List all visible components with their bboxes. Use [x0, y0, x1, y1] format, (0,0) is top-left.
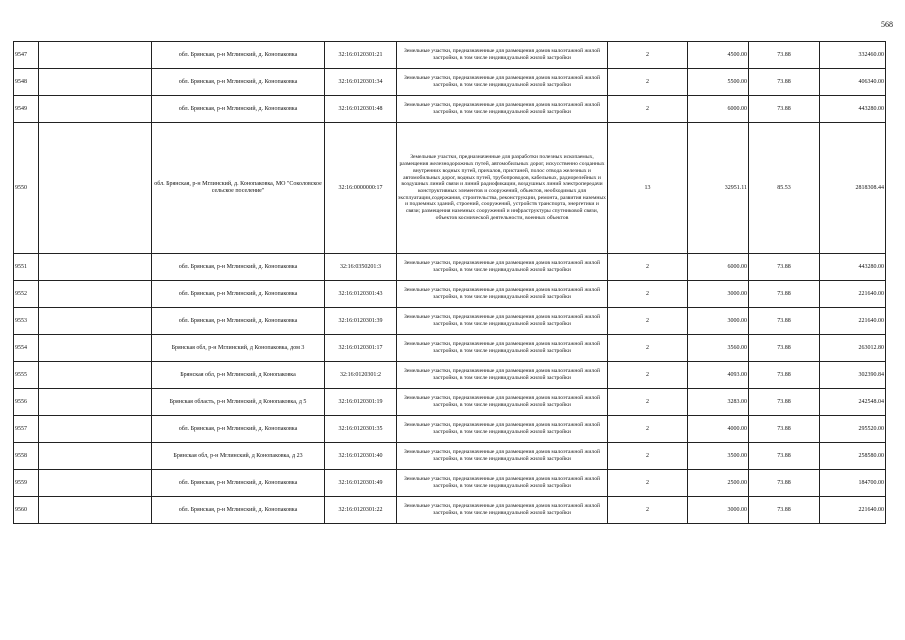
group-cell: 2: [608, 443, 688, 470]
table-row: [14, 416, 886, 443]
table-row: [14, 362, 886, 389]
group-cell: 2: [608, 281, 688, 308]
unit-value-cell: 73.88: [749, 281, 820, 308]
address-cell: Брянская обл, р-н Мглинский, д Конопаковка, д 23: [152, 443, 325, 470]
unit-value-cell: 73.88: [749, 362, 820, 389]
group-cell: 2: [608, 362, 688, 389]
address-cell: обл. Брянская, р-н Мглинский, д. Конопаковка: [152, 416, 325, 443]
empty-cell: [39, 497, 152, 524]
area-cell: 3560.00: [688, 335, 749, 362]
area-cell: 3500.00: [688, 443, 749, 470]
table-row: [14, 42, 886, 69]
group-cell: 13: [608, 123, 688, 254]
empty-cell: [39, 42, 152, 69]
cadastral-number-cell: 32:16:0120301:40: [325, 443, 397, 470]
group-cell: 2: [608, 497, 688, 524]
row-number: 9547: [14, 42, 39, 69]
empty-cell: [39, 470, 152, 497]
land-use-cell: Земельные участки, предназначенные для размещения домов малоэтажной жилой застройки, в том числе индивидуальной жилой застройки: [397, 335, 608, 362]
cadastral-value-cell: 332460.00: [820, 42, 886, 69]
address-cell: Брянская область, р-н Мглинский, д Конопаковка, д 5: [152, 389, 325, 416]
cadastral-number-cell: 32:16:0120301:22: [325, 497, 397, 524]
land-use-cell: Земельные участки, предназначенные для размещения домов малоэтажной жилой застройки, в том числе индивидуальной жилой застройки: [397, 362, 608, 389]
cadastral-number-cell: 32:16:0120301:43: [325, 281, 397, 308]
group-cell: 2: [608, 254, 688, 281]
unit-value-cell: 73.88: [749, 69, 820, 96]
unit-value-cell: 73.88: [749, 96, 820, 123]
land-use-cell: Земельные участки, предназначенные для размещения домов малоэтажной жилой застройки, в том числе индивидуальной жилой застройки: [397, 281, 608, 308]
land-use-cell: Земельные участки, предназначенные для размещения домов малоэтажной жилой застройки, в том числе индивидуальной жилой застройки: [397, 308, 608, 335]
address-cell: обл. Брянская, р-н Мглинский, д. Конопаковка: [152, 470, 325, 497]
empty-cell: [39, 123, 152, 254]
cadastral-number-cell: 32:16:0120301:21: [325, 42, 397, 69]
area-cell: 6000.00: [688, 96, 749, 123]
table-row: [14, 123, 886, 254]
table-row: [14, 281, 886, 308]
unit-value-cell: 73.88: [749, 497, 820, 524]
cadastral-value-cell: 295520.00: [820, 416, 886, 443]
group-cell: 2: [608, 96, 688, 123]
row-number: 9550: [14, 123, 39, 254]
cadastral-value-cell: 184700.00: [820, 470, 886, 497]
unit-value-cell: 73.88: [749, 42, 820, 69]
cadastral-value-cell: 443280.00: [820, 254, 886, 281]
group-cell: 2: [608, 308, 688, 335]
cadastral-number-cell: 32:16:0120301:17: [325, 335, 397, 362]
cadastral-number-cell: 32:16:0120301:2: [325, 362, 397, 389]
cadastral-number-cell: 32:16:0120301:39: [325, 308, 397, 335]
land-use-cell: Земельные участки, предназначенные для размещения домов малоэтажной жилой застройки, в том числе индивидуальной жилой застройки: [397, 497, 608, 524]
group-cell: 2: [608, 335, 688, 362]
area-cell: 3000.00: [688, 497, 749, 524]
row-number: 9553: [14, 308, 39, 335]
group-cell: 2: [608, 470, 688, 497]
empty-cell: [39, 96, 152, 123]
cadastral-value-cell: 263012.80: [820, 335, 886, 362]
land-use-cell: Земельные участки, предназначенные для размещения домов малоэтажной жилой застройки, в том числе индивидуальной жилой застройки: [397, 470, 608, 497]
cadastral-value-cell: 221640.00: [820, 497, 886, 524]
table-row: [14, 497, 886, 524]
unit-value-cell: 73.88: [749, 308, 820, 335]
cadastral-number-cell: 32:16:0120301:49: [325, 470, 397, 497]
row-number: 9557: [14, 416, 39, 443]
cadastral-value-cell: 406340.00: [820, 69, 886, 96]
cadastral-value-cell: 221640.00: [820, 281, 886, 308]
row-number: 9552: [14, 281, 39, 308]
empty-cell: [39, 308, 152, 335]
address-cell: обл. Брянская, р-н Мглинский, д. Конопаковка: [152, 281, 325, 308]
row-number: 9549: [14, 96, 39, 123]
row-number: 9551: [14, 254, 39, 281]
table-row: [14, 308, 886, 335]
table-row: [14, 254, 886, 281]
land-use-cell: Земельные участки, предназначенные для размещения домов малоэтажной жилой застройки, в том числе индивидуальной жилой застройки: [397, 443, 608, 470]
cadastral-number-cell: 32:16:0120301:48: [325, 96, 397, 123]
unit-value-cell: 73.88: [749, 389, 820, 416]
unit-value-cell: 73.88: [749, 254, 820, 281]
group-cell: 2: [608, 389, 688, 416]
page-number: 568: [881, 20, 893, 29]
area-cell: 5500.00: [688, 69, 749, 96]
cadastral-number-cell: 32:16:0120301:34: [325, 69, 397, 96]
group-cell: 2: [608, 42, 688, 69]
address-cell: Брянская обл, р-н Мглинский, д Конопаковка: [152, 362, 325, 389]
address-cell: обл. Брянская, р-н Мглинский, д. Конопаковка: [152, 96, 325, 123]
area-cell: 4000.00: [688, 416, 749, 443]
land-use-cell: Земельные участки, предназначенные для размещения домов малоэтажной жилой застройки, в том числе индивидуальной жилой застройки: [397, 96, 608, 123]
area-cell: 3000.00: [688, 308, 749, 335]
land-use-cell: Земельные участки, предназначенные для размещения домов малоэтажной жилой застройки, в том числе индивидуальной жилой застройки: [397, 69, 608, 96]
empty-cell: [39, 335, 152, 362]
table-row: [14, 470, 886, 497]
address-cell: обл. Брянская, р-н Мглинский, д. Конопаковка: [152, 254, 325, 281]
table-row: [14, 69, 886, 96]
empty-cell: [39, 416, 152, 443]
unit-value-cell: 85.53: [749, 123, 820, 254]
land-use-cell: Земельные участки, предназначенные для разработки полезных ископаемых, размещения железнодорожных путей, автомобильных дорог, искусственно созданных внутренних водных путей, причалов, пристаней, полос отвода железных и автомобильных дорог, водных путей, трубопроводов, кабельных, радиорелейных и воздушных линий связи и линий радиофикации, воздушных линий электропередачи конструктивных элементов и сооружений, объектов, необходимых для эксплуатации,содержания, строительства, реконструкции, ремонта, развития наземных и подземных зданий, строений, сооружений, устройств транспорта, энергетики и связи; размещения наземных сооружений и инфраструктуры спутниковой связи, объектов космической деятельности, военных объектов: [397, 123, 608, 254]
area-cell: 6000.00: [688, 254, 749, 281]
cadastral-value-cell: 443280.00: [820, 96, 886, 123]
unit-value-cell: 73.88: [749, 416, 820, 443]
row-number: 9558: [14, 443, 39, 470]
empty-cell: [39, 281, 152, 308]
address-cell: обл. Брянская, р-н Мглинский, д. Конопаковка: [152, 69, 325, 96]
cadastral-number-cell: 32:16:0120301:19: [325, 389, 397, 416]
land-use-cell: Земельные участки, предназначенные для размещения домов малоэтажной жилой застройки, в том числе индивидуальной жилой застройки: [397, 42, 608, 69]
cadastral-value-cell: 221640.00: [820, 308, 886, 335]
cadastral-value-cell: 258580.00: [820, 443, 886, 470]
table-row: [14, 96, 886, 123]
empty-cell: [39, 362, 152, 389]
cadastral-value-cell: 242548.04: [820, 389, 886, 416]
land-parcels-table: [13, 41, 886, 524]
empty-cell: [39, 69, 152, 96]
address-cell: обл. Брянская, р-н Мглинский, д. Конопаковка, МО "Соколовское сельское поселение": [152, 123, 325, 254]
cadastral-value-cell: 302390.84: [820, 362, 886, 389]
table-row: [14, 443, 886, 470]
row-number: 9554: [14, 335, 39, 362]
unit-value-cell: 73.88: [749, 335, 820, 362]
row-number: 9559: [14, 470, 39, 497]
cadastral-value-cell: 2818308.44: [820, 123, 886, 254]
address-cell: обл. Брянская, р-н Мглинский, д. Конопаковка: [152, 497, 325, 524]
row-number: 9560: [14, 497, 39, 524]
address-cell: Брянская обл, р-н Мглинский, д Конопаковка, дом 3: [152, 335, 325, 362]
group-cell: 2: [608, 416, 688, 443]
cadastral-number-cell: 32:16:0000000:17: [325, 123, 397, 254]
row-number: 9548: [14, 69, 39, 96]
group-cell: 2: [608, 69, 688, 96]
area-cell: 4093.00: [688, 362, 749, 389]
empty-cell: [39, 254, 152, 281]
table-row: [14, 389, 886, 416]
cadastral-number-cell: 32:16:0350201:3: [325, 254, 397, 281]
unit-value-cell: 73.88: [749, 470, 820, 497]
row-number: 9555: [14, 362, 39, 389]
table-row: [14, 335, 886, 362]
address-cell: обл. Брянская, р-н Мглинский, д. Конопаковка: [152, 42, 325, 69]
land-use-cell: Земельные участки, предназначенные для размещения домов малоэтажной жилой застройки, в том числе индивидуальной жилой застройки: [397, 416, 608, 443]
address-cell: обл. Брянская, р-н Мглинский, д. Конопаковка: [152, 308, 325, 335]
land-use-cell: Земельные участки, предназначенные для размещения домов малоэтажной жилой застройки, в том числе индивидуальной жилой застройки: [397, 254, 608, 281]
empty-cell: [39, 389, 152, 416]
area-cell: 2500.00: [688, 470, 749, 497]
row-number: 9556: [14, 389, 39, 416]
land-use-cell: Земельные участки, предназначенные для размещения домов малоэтажной жилой застройки, в том числе индивидуальной жилой застройки: [397, 389, 608, 416]
unit-value-cell: 73.88: [749, 443, 820, 470]
empty-cell: [39, 443, 152, 470]
area-cell: 32951.11: [688, 123, 749, 254]
area-cell: 4500.00: [688, 42, 749, 69]
area-cell: 3283.00: [688, 389, 749, 416]
area-cell: 3000.00: [688, 281, 749, 308]
cadastral-number-cell: 32:16:0120301:35: [325, 416, 397, 443]
